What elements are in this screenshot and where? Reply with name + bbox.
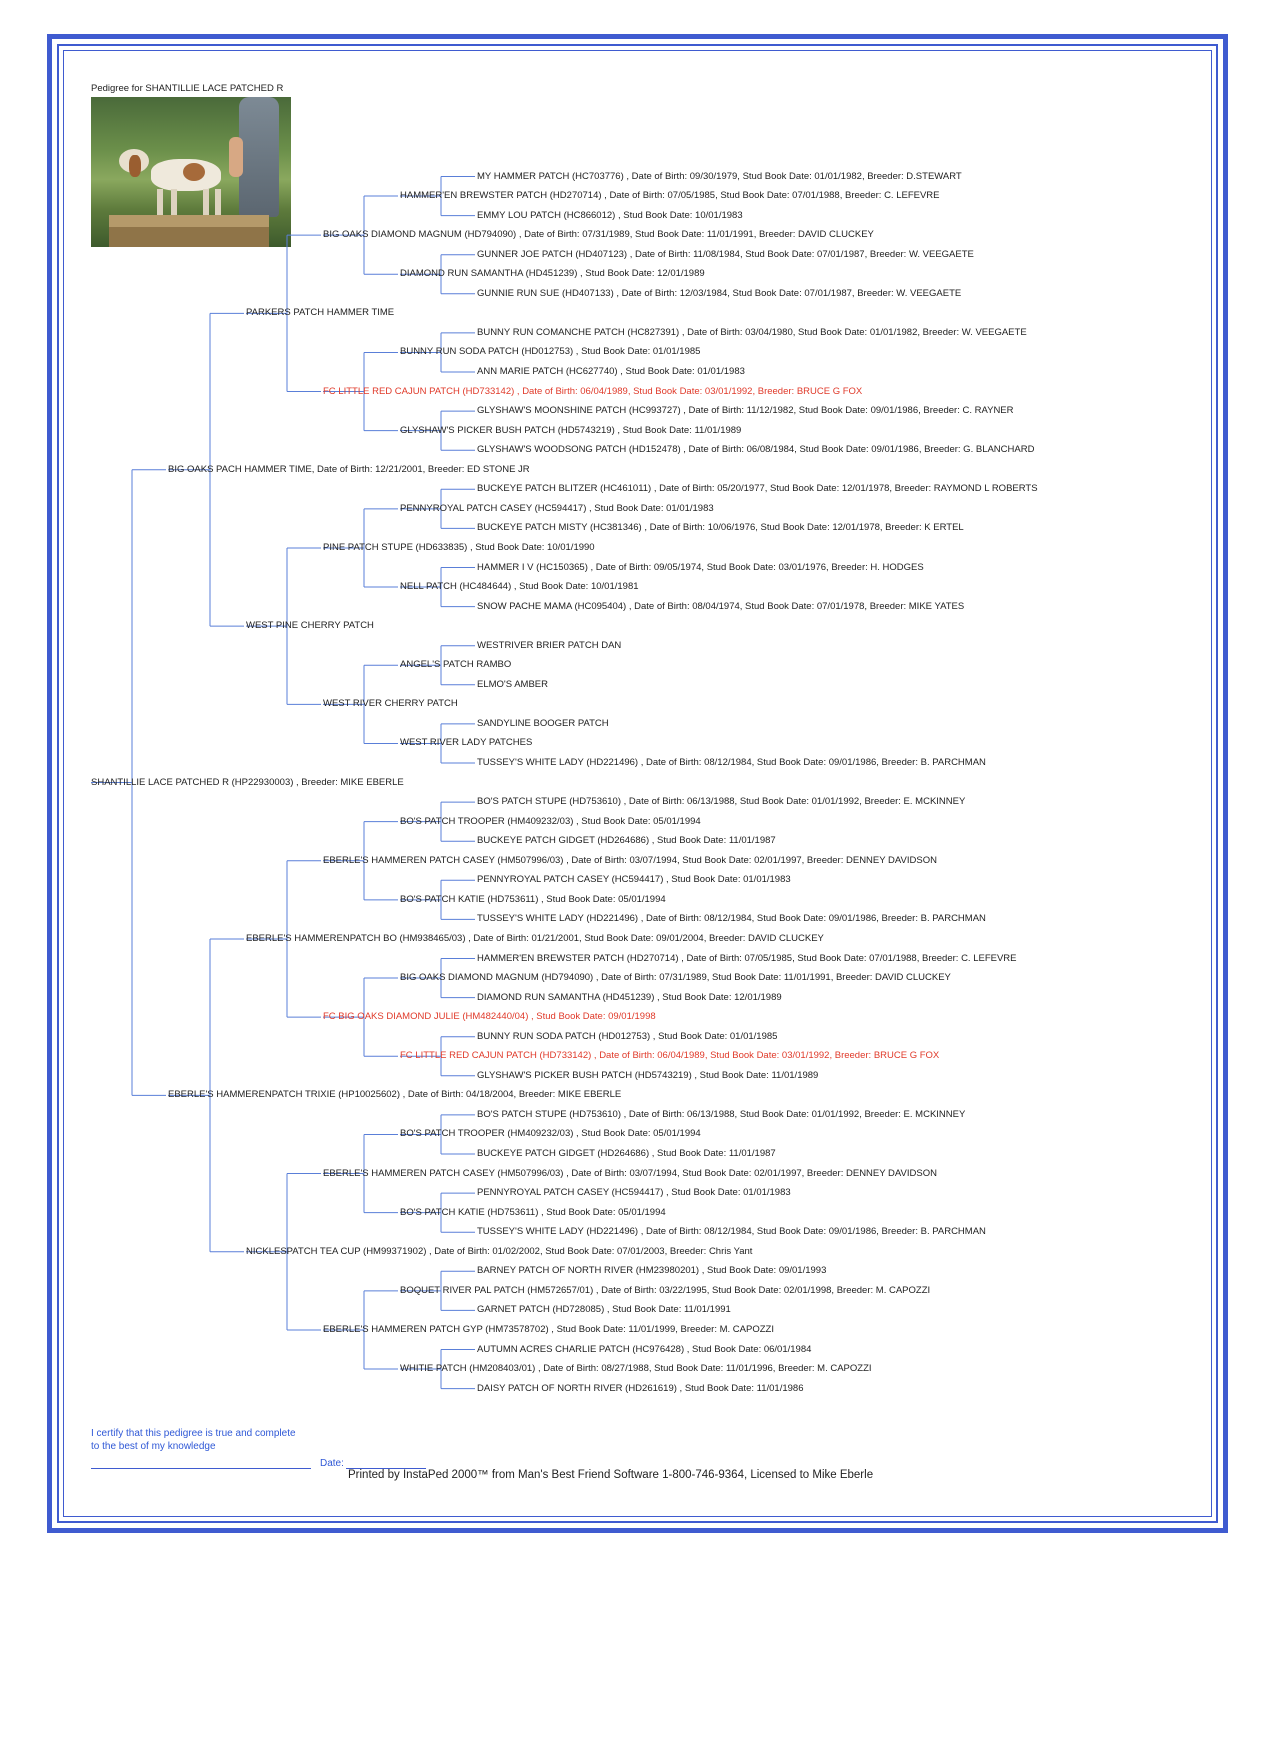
dog-entry-gen-5: GUNNIE RUN SUE (HD407133) , Date of Birth: 12/03/1984, Stud Book Date: 07/01/1987, Breeder: W. VEEGAETE: [477, 287, 962, 299]
dog-entry-gen-4: BO'S PATCH KATIE (HD753611) , Stud Book Date: 05/01/1994: [400, 1206, 666, 1218]
dog-entry-gen-5: GUNNER JOE PATCH (HD407123) , Date of Birth: 11/08/1984, Stud Book Date: 07/01/1987, Breeder: W. VEEGAETE: [477, 248, 974, 260]
dog-entry-gen-4: DIAMOND RUN SAMANTHA (HD451239) , Stud Book Date: 12/01/1989: [400, 268, 705, 280]
dog-entry-gen-4: BIG OAKS DIAMOND MAGNUM (HD794090) , Date of Birth: 07/31/1989, Stud Book Date: 11/01/1991, Breeder: DAVID CLUCKEY: [400, 972, 951, 984]
pedigree-title: Pedigree for SHANTILLIE LACE PATCHED R: [91, 83, 284, 94]
dog-entry-gen-5: TUSSEY'S WHITE LADY (HD221496) , Date of Birth: 08/12/1984, Stud Book Date: 09/01/1986, Breeder: B. PARCHMAN: [477, 757, 986, 768]
footer-printed-by: Printed by InstaPed 2000™ from Man's Best Friend Software 1-800-746-9364, Licensed to Mike Eberle: [348, 1469, 874, 1481]
signature-line: [91, 1468, 311, 1469]
dog-entry-gen-2: EBERLE'S HAMMERENPATCH BO (HM938465/03) , Date of Birth: 01/21/2001, Stud Book Date: 09/01/2004, Breeder: DAVID CLUCKEY: [246, 932, 824, 944]
dog-entry-gen-5: TUSSEY'S WHITE LADY (HD221496) , Date of Birth: 08/12/1984, Stud Book Date: 09/01/1986, Breeder: B. PARCHMAN: [477, 1226, 986, 1238]
dog-entry-gen-3: EBERLE'S HAMMEREN PATCH CASEY (HM507996/03) , Date of Birth: 03/07/1994, Stud Book Date: 02/01/1997, Breeder: DENNEY DAVIDSON: [323, 1167, 937, 1179]
dog-entry-gen-5: DIAMOND RUN SAMANTHA (HD451239) , Stud Book Date: 12/01/1989: [477, 991, 782, 1003]
dog-entry-gen-5: SANDYLINE BOOGER PATCH: [477, 717, 609, 729]
dog-entry-gen-1: BIG OAKS PACH HAMMER TIME, Date of Birth: 12/21/2001, Breeder: ED STONE JR: [168, 463, 530, 475]
dog-entry-gen-4: PENNYROYAL PATCH CASEY (HC594417) , Stud Book Date: 01/01/1983: [400, 502, 714, 514]
dog-entry-gen-5: BARNEY PATCH OF NORTH RIVER (HM23980201) , Stud Book Date: 09/01/1993: [477, 1265, 827, 1277]
dog-entry-gen-5: BUNNY RUN COMANCHE PATCH (HC827391) , Date of Birth: 03/04/1980, Stud Book Date: 01/01/1982, Breeder: W. VEEGAETE: [477, 326, 1027, 338]
dog-entry-gen-3: EBERLE'S HAMMEREN PATCH CASEY (HM507996/03) , Date of Birth: 03/07/1994, Stud Book Date: 02/01/1997, Breeder: DENNEY DAVIDSON: [323, 854, 937, 866]
dog-entry-gen-5: PENNYROYAL PATCH CASEY (HC594417) , Stud Book Date: 01/01/1983: [477, 1187, 791, 1199]
dog-entry-gen-4: BOQUET RIVER PAL PATCH (HM572657/01) , Date of Birth: 03/22/1995, Stud Book Date: 02/01/1998, Breeder: M. CAPOZZI: [400, 1284, 931, 1296]
dog-entry-gen-3: FC LITTLE RED CAJUN PATCH (HD733142) , Date of Birth: 06/04/1989, Stud Book Date: 03/01/1992, Breeder: BRUCE G FOX: [323, 385, 863, 397]
dog-entry-gen-4: WEST RIVER LADY PATCHES: [400, 737, 533, 749]
dog-entry-gen-5: GLYSHAW'S MOONSHINE PATCH (HC993727) , Date of Birth: 11/12/1982, Stud Book Date: 09/01/1986, Breeder: C. RAYNER: [477, 405, 1014, 417]
dog-entry-gen-4: BUNNY RUN SODA PATCH (HD012753) , Stud Book Date: 01/01/1985: [400, 346, 701, 358]
certify-line-1: I certify that this pedigree is true and complete: [91, 1428, 296, 1439]
dog-entry-gen-2: PARKERS PATCH HAMMER TIME: [246, 307, 395, 319]
dog-entry-gen-5: GLYSHAW'S WOODSONG PATCH (HD152478) , Date of Birth: 06/08/1984, Stud Book Date: 09/01/1986, Breeder: G. BLANCHARD: [477, 444, 1035, 456]
dog-entry-gen-5: GARNET PATCH (HD728085) , Stud Book Date: 11/01/1991: [477, 1304, 731, 1316]
dog-entry-gen-4: WHITIE PATCH (HM208403/01) , Date of Birth: 08/27/1988, Stud Book Date: 11/01/1996, Breeder: M. CAPOZZI: [400, 1363, 872, 1375]
dog-entry-gen-5: TUSSEY'S WHITE LADY (HD221496) , Date of Birth: 08/12/1984, Stud Book Date: 09/01/1986, Breeder: B. PARCHMAN: [477, 913, 986, 925]
dog-entry-gen-5: DAISY PATCH OF NORTH RIVER (HD261619) , Stud Book Date: 11/01/1986: [477, 1382, 804, 1394]
dog-entry-gen-5: BO'S PATCH STUPE (HD753610) , Date of Birth: 06/13/1988, Stud Book Date: 01/01/1992, Breeder: E. MCKINNEY: [477, 796, 966, 808]
dog-entry-gen-5: ANN MARIE PATCH (HC627740) , Stud Book Date: 01/01/1983: [477, 366, 745, 377]
dog-entry-gen-4: BO'S PATCH TROOPER (HM409232/03) , Stud Book Date: 05/01/1994: [400, 1128, 701, 1140]
dog-entry-gen-3: FC BIG OAKS DIAMOND JULIE (HM482440/04) , Stud Book Date: 09/01/1998: [323, 1011, 656, 1023]
dog-entry-gen-5: BUCKEYE PATCH GIDGET (HD264686) , Stud Book Date: 11/01/1987: [477, 835, 776, 847]
dog-entry-gen-3: EBERLE'S HAMMEREN PATCH GYP (HM73578702) , Stud Book Date: 11/01/1999, Breeder: M. CAPOZZI: [323, 1323, 774, 1335]
dog-entry-gen-1: EBERLE'S HAMMERENPATCH TRIXIE (HP10025602) , Date of Birth: 04/18/2004, Breeder: MIKE EBERLE: [168, 1089, 622, 1101]
dog-entry-gen-5: BUCKEYE PATCH MISTY (HC381346) , Date of Birth: 10/06/1976, Stud Book Date: 12/01/1978, Breeder: K ERTEL: [477, 522, 964, 534]
dog-entry-gen-5: PENNYROYAL PATCH CASEY (HC594417) , Stud Book Date: 01/01/1983: [477, 874, 791, 886]
dog-entry-gen-3: BIG OAKS DIAMOND MAGNUM (HD794090) , Date of Birth: 07/31/1989, Stud Book Date: 11/01/1991, Breeder: DAVID CLUCKEY: [323, 229, 874, 241]
dog-entry-gen-4: BO'S PATCH TROOPER (HM409232/03) , Stud Book Date: 05/01/1994: [400, 815, 701, 827]
dog-entry-gen-3: PINE PATCH STUPE (HD633835) , Stud Book Date: 10/01/1990: [323, 541, 595, 553]
dog-entry-gen-5: SNOW PACHE MAMA (HC095404) , Date of Birth: 08/04/1974, Stud Book Date: 07/01/1978, Breeder: MIKE YATES: [477, 600, 965, 612]
dog-entry-gen-2: NICKLESPATCH TEA CUP (HM99371902) , Date of Birth: 01/02/2002, Stud Book Date: 07/01/2003, Breeder: Chris Yant: [246, 1245, 753, 1257]
dog-entry-gen-4: GLYSHAW'S PICKER BUSH PATCH (HD5743219) , Stud Book Date: 11/01/1989: [400, 424, 742, 436]
dog-entry-gen-4: BO'S PATCH KATIE (HD753611) , Stud Book Date: 05/01/1994: [400, 893, 666, 905]
dog-entry-gen-5: BUCKEYE PATCH BLITZER (HC461011) , Date of Birth: 05/20/1977, Stud Book Date: 12/01/1978, Breeder: RAYMOND L ROBERTS: [477, 483, 1038, 495]
dog-entry-gen-4: FC LITTLE RED CAJUN PATCH (HD733142) , Date of Birth: 06/04/1989, Stud Book Date: 03/01/1992, Breeder: BRUCE G FOX: [400, 1050, 940, 1062]
dog-entry-gen-5: EMMY LOU PATCH (HC866012) , Stud Book Date: 10/01/1983: [477, 209, 743, 221]
dog-entry-gen-5: HAMMER I V (HC150365) , Date of Birth: 09/05/1974, Stud Book Date: 03/01/1976, Breeder: H. HODGES: [477, 561, 924, 573]
certify-line-2: to the best of my knowledge: [91, 1441, 216, 1452]
dog-entry-gen-4: ANGEL'S PATCH RAMBO: [400, 659, 512, 671]
dog-entry-gen-5: MY HAMMER PATCH (HC703776) , Date of Birth: 09/30/1979, Stud Book Date: 01/01/1982, Breeder: D.STEWART: [477, 170, 962, 182]
dog-entry-gen-2: WEST PINE CHERRY PATCH: [246, 620, 374, 632]
dog-entry-gen-5: BUNNY RUN SODA PATCH (HD012753) , Stud Book Date: 01/01/1985: [477, 1030, 778, 1042]
dog-entry-gen-4: HAMMER'EN BREWSTER PATCH (HD270714) , Date of Birth: 07/05/1985, Stud Book Date: 07/01/1988, Breeder: C. LEFEVRE: [400, 190, 940, 202]
dog-entry-gen-5: AUTUMN ACRES CHARLIE PATCH (HC976428) , Stud Book Date: 06/01/1984: [477, 1343, 812, 1355]
dog-entry-gen-5: WESTRIVER BRIER PATCH DAN: [477, 639, 622, 651]
dog-entry-gen-5: BO'S PATCH STUPE (HD753610) , Date of Birth: 06/13/1988, Stud Book Date: 01/01/1992, Breeder: E. MCKINNEY: [477, 1108, 966, 1120]
dog-entry-gen-5: ELMO'S AMBER: [477, 678, 548, 690]
date-label: Date:: [320, 1458, 344, 1469]
dog-entry-gen-5: GLYSHAW'S PICKER BUSH PATCH (HD5743219) , Stud Book Date: 11/01/1989: [477, 1069, 819, 1081]
dog-entry-gen-0: SHANTILLIE LACE PATCHED R (HP22930003) , Breeder: MIKE EBERLE: [91, 776, 404, 788]
dog-entry-gen-5: HAMMER'EN BREWSTER PATCH (HD270714) , Date of Birth: 07/05/1985, Stud Book Date: 07/01/1988, Breeder: C. LEFEVRE: [477, 952, 1017, 964]
dog-entry-gen-4: NELL PATCH (HC484644) , Stud Book Date: 10/01/1981: [400, 581, 639, 593]
dog-entry-gen-3: WEST RIVER CHERRY PATCH: [323, 698, 458, 710]
dog-entry-gen-5: BUCKEYE PATCH GIDGET (HD264686) , Stud Book Date: 11/01/1987: [477, 1148, 776, 1159]
